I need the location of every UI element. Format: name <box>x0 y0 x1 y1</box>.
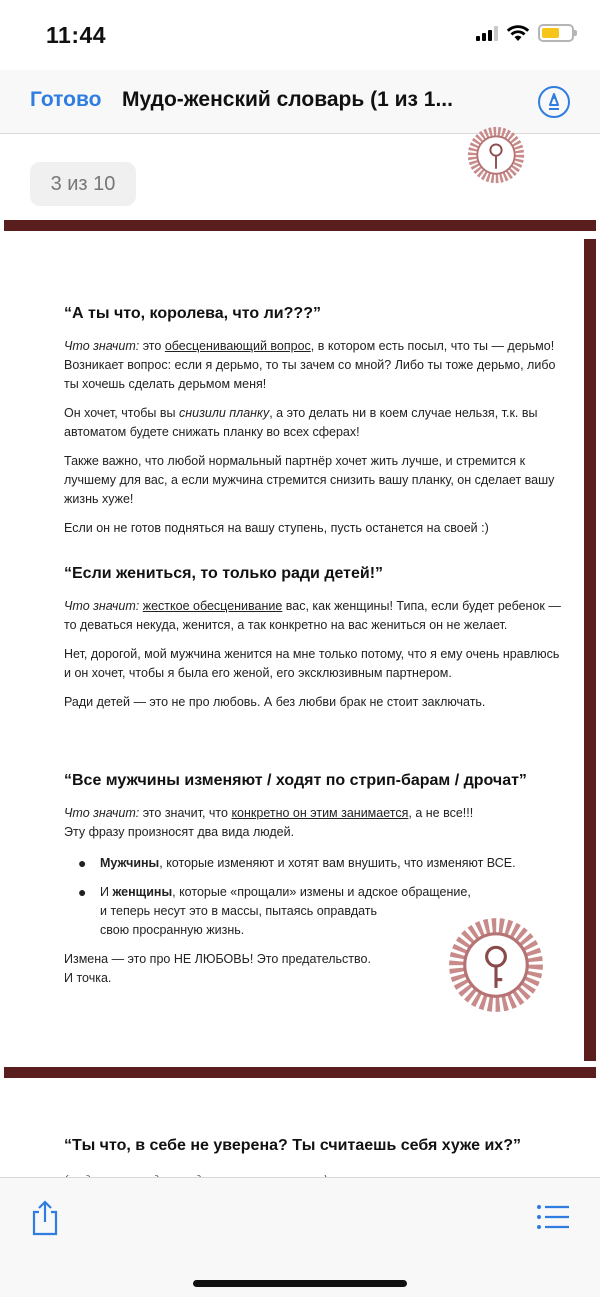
paragraph: Что значит: это значит, что конкретно он этим занимается, а не все!!! Эту фразу произносят два вида людей. <box>64 806 474 839</box>
page-border-right <box>584 239 596 1061</box>
document-viewer[interactable] <box>0 135 600 1177</box>
home-indicator[interactable] <box>193 1280 407 1287</box>
section-heading: “Ты что, в себе не уверена? Ты считаешь себя хуже их?” <box>64 1137 521 1154</box>
share-icon[interactable] <box>30 1200 60 1236</box>
wreath-logo-icon <box>446 915 546 1015</box>
paragraph: Нет, дорогой, мой мужчина женится на мне только потому, что я ему очень нравлюсь и он хочет, чтобы я была его женой, его эксклюзивным партнером. <box>64 647 560 680</box>
status-time: 11:44 <box>46 22 107 48</box>
section-heading: “Все мужчины изменяют / ходят по стрип-барам / дрочат” <box>64 772 527 789</box>
markup-button[interactable] <box>538 86 570 118</box>
paragraph: Он хочет, чтобы вы снизили планку, а это делать ни в коем случае нельзя, т.к. вы автоматом будете снижать планку во всех сферах! <box>64 406 538 439</box>
page-border-bottom <box>4 220 596 231</box>
bottom-toolbar <box>0 1177 600 1297</box>
bullet-icon: ● <box>78 884 87 900</box>
document-title: Мудо-женский словарь (1 из 1... <box>122 88 453 111</box>
paragraph: Измена — это про НЕ ЛЮБОВЬ! Это предательство. И точка. <box>64 952 371 985</box>
section-heading: “А ты что, королева, что ли???” <box>64 305 321 322</box>
outline-list-icon[interactable] <box>536 1204 570 1230</box>
done-button[interactable]: Готово <box>30 88 102 111</box>
page-border-top <box>4 1067 596 1078</box>
section-heading: “Если жениться, то только ради детей!” <box>64 565 384 582</box>
status-bar <box>0 0 600 70</box>
section-queen <box>64 305 564 538</box>
wifi-icon <box>506 24 530 42</box>
paragraph: Также важно, что любой нормальный партнёр хочет жить лучше, и стремится к лучшему для вас, а если мужчина стремится снизить вашу планку, он сделает вашу жизнь хуже! <box>64 454 555 506</box>
paragraph: Что значит: жесткое обесценивание вас, как женщины! Типа, если будет ребенок — то деваться некуда, женится, а так конкретно на вас жениться он не желает. <box>64 599 561 632</box>
list-item: ● И женщины, которые «прощали» измены и адское обращение, и теперь несут это в массы, пытаясь оправдать свою просранную жизнь. <box>78 884 471 937</box>
paragraph: Ради детей — это не про любовь. А без любви брак не стоит заключать. <box>64 695 486 709</box>
list-item: ● Мужчины, которые изменяют и хотят вам внушить, что изменяют ВСЕ. <box>78 855 516 871</box>
battery-icon <box>538 24 574 42</box>
wreath-logo-icon <box>448 125 544 185</box>
cellular-signal-icon <box>476 25 498 41</box>
page-indicator: 3 из 10 <box>30 162 136 206</box>
status-icons <box>476 24 574 42</box>
paragraph: Что значит: это обесценивающий вопрос, в котором есть посыл, что ты — дерьмо! Возникает вопрос: если я дерьмо, то ты зачем со мной? Либо ты тоже дерьмо, либо ты хочешь сделать дерьмом меня! <box>64 339 556 391</box>
paragraph: Если он не готов подняться на вашу ступень, пусть останется на своей :) <box>64 521 489 535</box>
markup-pen-icon <box>540 88 568 116</box>
section-marry-for-kids <box>64 565 564 712</box>
bullet-icon: ● <box>78 855 87 871</box>
